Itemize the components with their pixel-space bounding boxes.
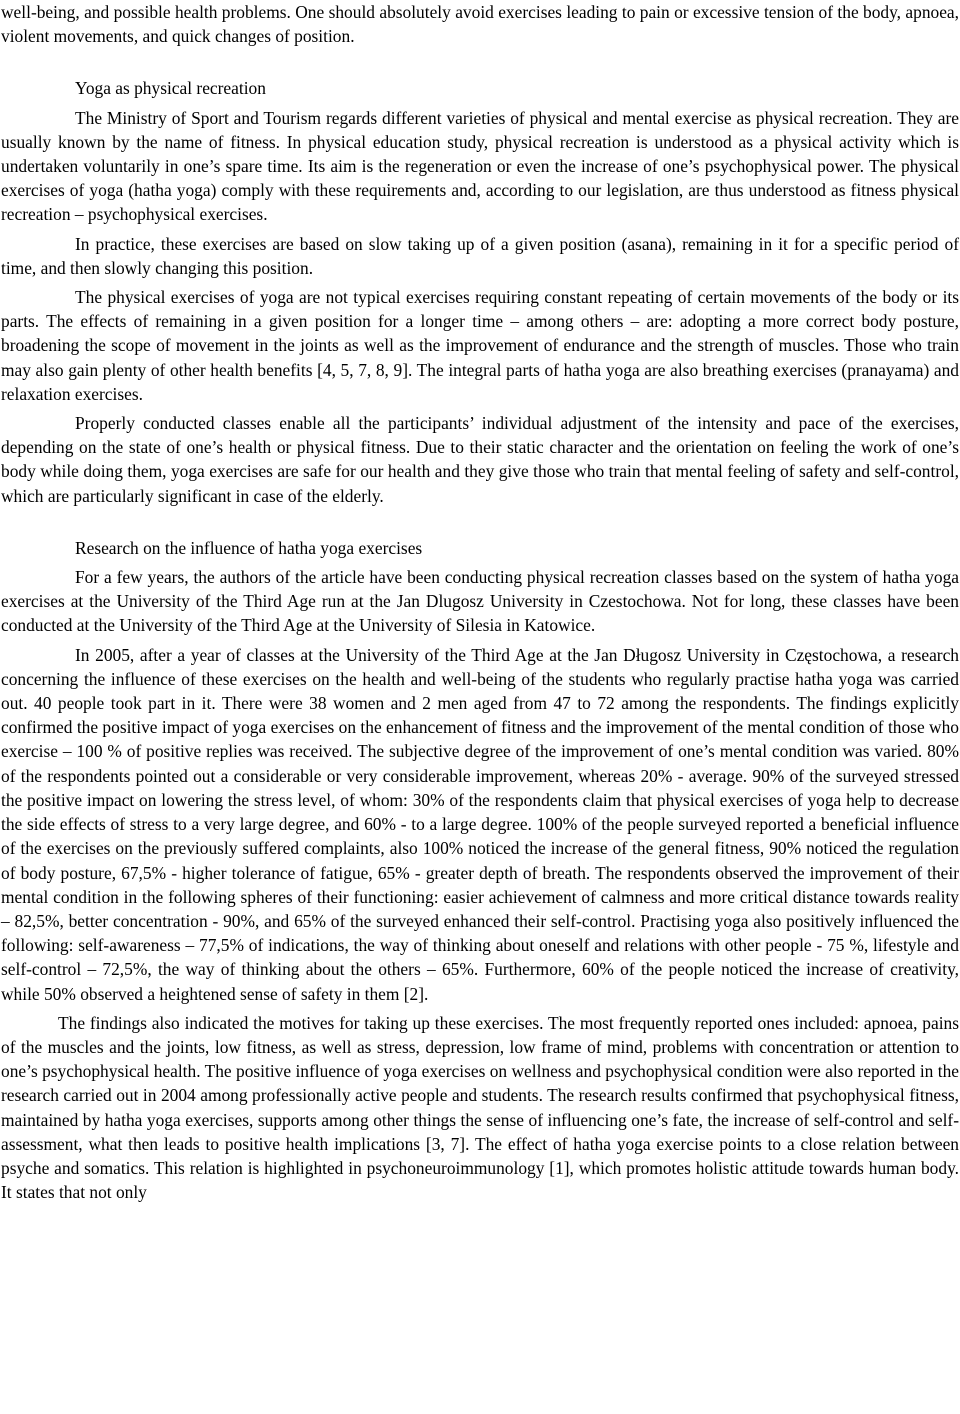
paragraph-research-2005: In 2005, after a year of classes at the University of the Third Age at the Jan Długosz University in Częstochowa, a research concerning the influence of these exercises on the health and well-being of the students who regularly practise hatha yoga was carried out. 40 people took part in it. There were 38 women and 2 men aged from 47 to 72 among the respondents. The findings explicitly confirmed the positive impact of yoga exercises on the enhancement of fitness and the improvement of the mental condition of those who exercise – 100 % of positive replies was received. The subjective degree of the improvement of one’s mental condition was varied. 80% of the respondents pointed out a considerable or very considerable improvement, whereas 20% - average. 90% of the surveyed stressed the positive impact on lowering the stress level, of whom: 30% of the respondents claim that physical exercises of yoga help to decrease the side effects of stress to a very large degree, and 60% - to a large degree. 100% of the people surveyed reported a beneficial influence of the exercises on the previously suffered complaints, also 100% noticed the increase of the general fitness, 90% noticed the regulation of body posture, 67,5% - higher tolerance of fatigue, 65% - greater depth of breath. The respondents observed the improvement of their mental condition in the following spheres of their functioning: easier achievement of calmness and more critical distance towards reality – 82,5%, better concentration - 90%, and 65% of the surveyed enhanced their self-control. Practising yoga also positively influenced the following: self-awareness – 77,5% of indications, the way of thinking about oneself and relations with other people - 75 %, lifestyle and self-control – 72,5%, the way of thinking about the others – 65%. Furthermore, 60% of the people noticed the increase of creativity, while 50% observed a heightened sense of safety in them [2]. — [1, 644, 959, 1004]
section-heading-yoga-recreation: Yoga as physical recreation — [75, 78, 266, 99]
section-heading-research: Research on the influence of hatha yoga exercises — [75, 537, 423, 558]
paragraph-classes: Properly conducted classes enable all the participants’ individual adjustment of the intensity and pace of the exercises, depending on the state of one’s health or physical fitness. Due to their static character and the orientation on feeling the work of one’s body while doing them, yoga exercises are safe for our health and they give those who train that mental feeling of safety and self-control, which are particularly significant in case of the elderly. — [1, 413, 959, 506]
paragraph-effects: The physical exercises of yoga are not typical exercises requiring constant repeating of certain movements of the body or its parts. The effects of remaining in a given position for a longer time – among others – are: adopting a more correct body posture, broadening the scope of movement in the joints as well as the improvement of endurance and the strength of muscles. Those who train may also gain plenty of other health benefits [4, 5, 7, 8, 9]. The integral parts of hatha yoga are also breathing exercises (pranayama) and relaxation exercises. — [1, 287, 959, 404]
paragraph-authors: For a few years, the authors of the article have been conducting physical recreation classes based on the system of hatha yoga exercises at the University of the Third Age run at the Jan Dlugosz University in Czestochowa. Not for long, these classes have been conducted at the University of the Third Age at the University of Silesia in Katowice. — [1, 567, 959, 636]
paragraph-ministry: The Ministry of Sport and Tourism regards different varieties of physical and mental exercise as physical recreation. They are usually known by the name of fitness. In physical education study, physical recreation is understood as a physical activity which is undertaken voluntarily in one’s spare time. Its aim is the regeneration or even the increase of one’s psychophysical power. The physical exercises of yoga (hatha yoga) comply with these requirements and, according to our legislation, are thus understood as fitness physical recreation – psychophysical exercises. — [1, 107, 959, 225]
spacer — [1, 48, 959, 76]
paragraph-motives: The findings also indicated the motives for taking up these exercises. The most frequently reported ones included: apnoea, pains of the muscles and the joints, low fitness, as well as stress, depression, low frame of mind, problems with concentration or attention to one’s psychophysical health. The positive influence of yoga exercises on wellness and psychophysical condition were also reported in the research carried out in 2004 among professionally active people and students. The research results confirmed that psychophysical fitness, maintained by hatha yoga exercises, supports among other things the sense of influencing one’s fate, the increase of self-control and self-assessment, what then leads to positive health implications [3, 7]. The effect of hatha yoga exercise points to a close relation between psyche and somatics. This relation is highlighted in psychoneuroimmunology [1], which promotes holistic attitude towards human body. It states that not only — [1, 1012, 959, 1203]
paragraph-practice: In practice, these exercises are based on slow taking up of a given position (asana), remaining in it for a specific period of time, and then slowly changing this position. — [1, 233, 959, 278]
paragraph-intro-continuation: well-being, and possible health problems. One should absolutely avoid exercises leading to pain or excessive tension of the body, apnoea, violent movements, and quick changes of position. — [1, 2, 959, 47]
spacer — [1, 508, 959, 536]
